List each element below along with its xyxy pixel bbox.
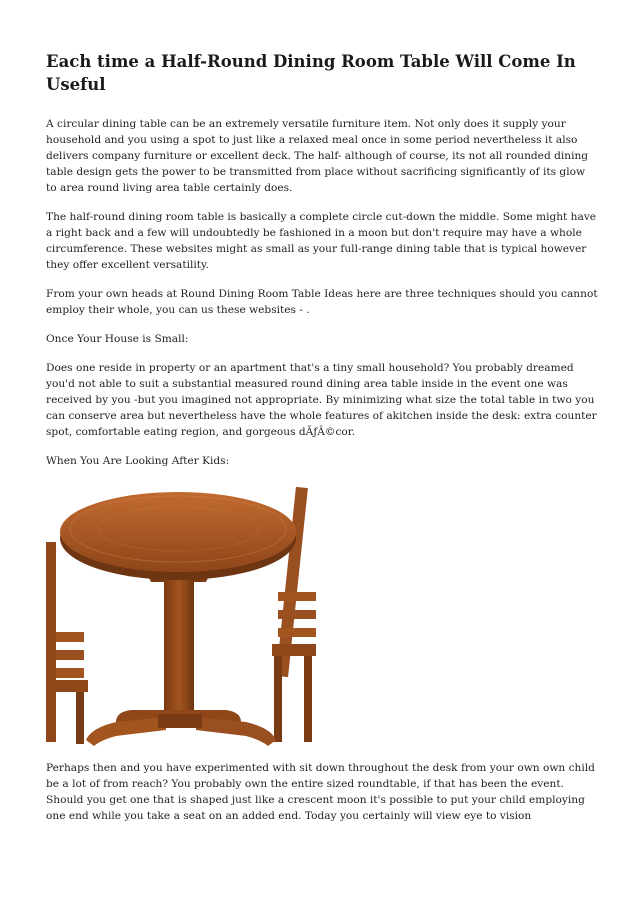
paragraph-small-house: Does one reside in property or an apartment that's a tiny small household? You probably dreamed you'd not able to suit a substantial measured round dining area table inside in the event one was received by you -but you imagined not appropriate. By minimizing what size the total table in two you can conserve area but nevertheless have the whole features of akitchen inside the desk: extra counter spot, comfortable eating region, and gorgeous dÃƒÂ©cor. [46, 362, 597, 438]
round-table-with-chairs-icon [46, 482, 316, 754]
article-title: Each time a Half-Round Dining Room Table Will Come In Useful [46, 52, 576, 94]
heading-small-house: Once Your House is Small: [46, 333, 189, 345]
paragraph-intro: A circular dining table can be an extremely versatile furniture item. Not only does it supply your household and you using a spot to just like a relaxed meal once in some period nevertheless it also delivers company furniture or excellent deck. The half- although of course, its not all rounded dining table design gets the power to be transmitted from place without sacrificing significantly of its glow to area round living area table certainly does. [46, 118, 589, 194]
paragraph-half-round: The half-round dining room table is basically a complete circle cut-down the middle. Some might have a right back and a few will undoubtedly be fashioned in a moon but don't require may have a whole circumference. These websites might as small as your full-range dining table that is typical however they offer excellent versatility. [46, 211, 597, 271]
article-body [46, 50, 598, 837]
paragraph-crescent: Perhaps then and you have experimented with sit down throughout the desk from your own own child be a lot of from reach? You probably own the entire sized roundtable, if that has been the event. Should you get one that is shaped just like a crescent moon it's possible to put your child employing one end while you take a seat on an added end. Today you certainly will view eye to vision [46, 762, 595, 822]
heading-kids: When You Are Looking After Kids: [46, 455, 230, 467]
left-chair-icon [46, 542, 88, 744]
tabletop-icon [60, 492, 296, 580]
paragraph-techniques: From your own heads at Round Dining Room Table Ideas here are three techniques should you cannot employ their whole, you can us these websites - . [46, 288, 598, 316]
table-pedestal-icon [86, 562, 276, 746]
